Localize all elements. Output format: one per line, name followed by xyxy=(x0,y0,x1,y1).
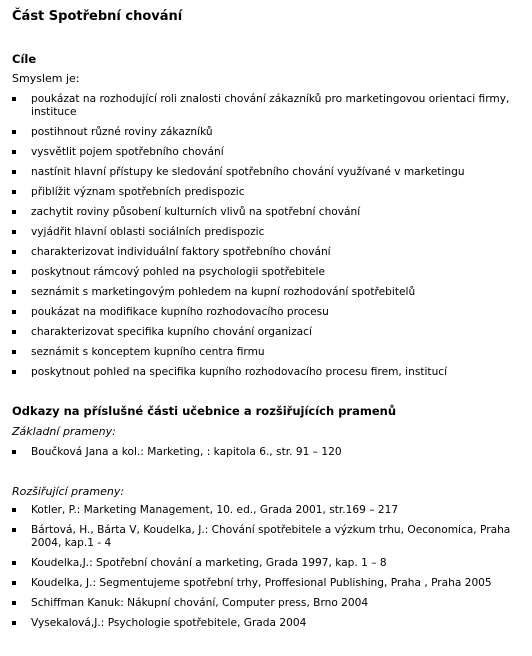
goal-item xyxy=(0,146,532,159)
extended-sources-list xyxy=(0,504,532,637)
goal-text: poukázat na modifikace kupního rozhodovacího procesu xyxy=(31,306,329,318)
goal-item xyxy=(0,366,532,379)
source-text: Boučková Jana a kol.: Marketing, : kapitola 6., str. 91 – 120 xyxy=(31,446,342,458)
bullet-icon xyxy=(12,270,16,274)
goal-item xyxy=(0,126,532,139)
source-item xyxy=(0,524,532,550)
source-text: Kotler, P.: Marketing Management, 10. ed., Grada 2001, str.169 – 217 xyxy=(31,504,399,516)
references-heading: Odkazy na příslušné části učebnice a rozšiřujících pramenů xyxy=(12,404,397,418)
source-text: Schiffman Kanuk: Nákupní chování, Computer press, Brno 2004 xyxy=(31,597,369,609)
goal-item xyxy=(0,326,532,339)
source-text: Koudelka, J.: Segmentujeme spotřební trhy, Proffesional Publishing, Praha , Praha 2005 xyxy=(31,577,492,589)
bullet-icon xyxy=(12,581,16,585)
goal-text: přiblížit význam spotřebních predispozic xyxy=(31,186,245,198)
source-text: Bártová, H., Bárta V, Koudelka, J.: Chování spotřebitele a výzkum trhu, Oeconomica, Praha 2004, kap.1 - 4 xyxy=(31,524,511,549)
bullet-icon xyxy=(12,330,16,334)
goal-text: poskytnout rámcový pohled na psychologii spotřebitele xyxy=(31,266,326,278)
goal-text: charakterizovat individuální faktory spotřebního chování xyxy=(31,246,331,258)
basic-sources-list xyxy=(0,446,532,466)
bullet-icon xyxy=(12,528,16,532)
bullet-icon xyxy=(12,150,16,154)
bullet-icon xyxy=(12,621,16,625)
goal-text: poskytnout pohled na specifika kupního rozhodovacího procesu firem, institucí xyxy=(31,366,448,378)
goals-intro: Smyslem je: xyxy=(12,72,80,85)
bullet-icon xyxy=(12,230,16,234)
goal-item xyxy=(0,226,532,239)
source-item xyxy=(0,597,532,610)
source-item xyxy=(0,617,532,630)
goal-text: zachytit roviny působení kulturních vlivů na spotřební chování xyxy=(31,206,361,218)
goal-item xyxy=(0,266,532,279)
goal-item xyxy=(0,93,532,119)
bullet-icon xyxy=(12,130,16,134)
goal-text: seznámit s konceptem kupního centra firmu xyxy=(31,346,265,358)
goal-text: postihnout různé roviny zákazníků xyxy=(31,126,213,138)
bullet-icon xyxy=(12,508,16,512)
basic-sources-label: Základní prameny: xyxy=(12,425,116,438)
goal-item xyxy=(0,346,532,359)
goals-list xyxy=(0,93,532,386)
goal-text: vyjádřit hlavní oblasti sociálních predispozic xyxy=(31,226,265,238)
source-item xyxy=(0,557,532,570)
bullet-icon xyxy=(12,290,16,294)
goal-item xyxy=(0,166,532,179)
bullet-icon xyxy=(12,170,16,174)
bullet-icon xyxy=(12,561,16,565)
goal-text: seznámit s marketingovým pohledem na kupní rozhodování spotřebitelů xyxy=(31,286,416,298)
goal-item xyxy=(0,186,532,199)
bullet-icon xyxy=(12,97,16,101)
bullet-icon xyxy=(12,350,16,354)
bullet-icon xyxy=(12,250,16,254)
bullet-icon xyxy=(12,450,16,454)
goal-item xyxy=(0,286,532,299)
bullet-icon xyxy=(12,601,16,605)
bullet-icon xyxy=(12,210,16,214)
bullet-icon xyxy=(12,370,16,374)
source-text: Vysekalová,J.: Psychologie spotřebitele, Grada 2004 xyxy=(31,617,307,629)
source-text: Koudelka,J.: Spotřební chování a marketing, Grada 1997, kap. 1 – 8 xyxy=(31,557,387,569)
goal-text: charakterizovat specifika kupního chování organizací xyxy=(31,326,312,338)
extended-sources-label: Rozšiřující prameny: xyxy=(12,485,125,498)
goal-item xyxy=(0,246,532,259)
source-item xyxy=(0,577,532,590)
source-item xyxy=(0,446,532,459)
section-title: Část Spotřební chování xyxy=(12,9,183,24)
goal-text: nastínit hlavní přístupy ke sledování spotřebního chování využívané v marketingu xyxy=(31,166,465,178)
goal-text: vysvětlit pojem spotřebního chování xyxy=(31,146,224,158)
source-item xyxy=(0,504,532,517)
goal-item xyxy=(0,206,532,219)
bullet-icon xyxy=(12,310,16,314)
bullet-icon xyxy=(12,190,16,194)
goals-heading: Cíle xyxy=(12,52,37,66)
goal-text: poukázat na rozhodující roli znalosti chování zákazníků pro marketingovou orientaci firmy, instituce xyxy=(31,93,510,118)
goal-item xyxy=(0,306,532,319)
